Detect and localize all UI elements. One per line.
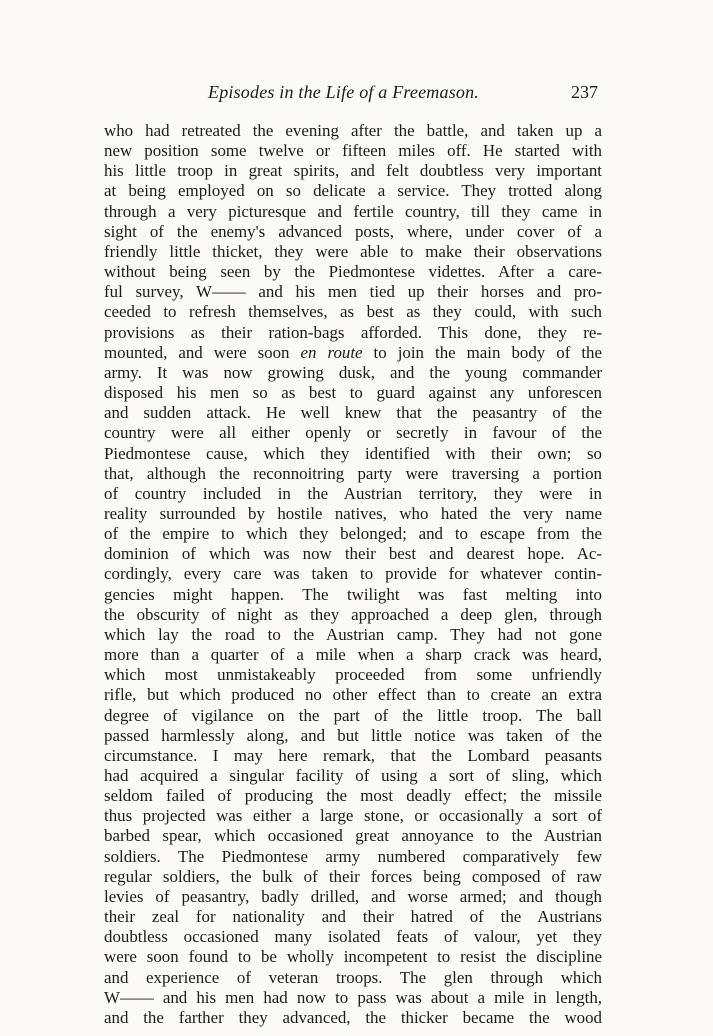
text-line: ful survey, W—— and his men tied up their horses and pro-	[104, 282, 602, 302]
text-line: rifle, but which produced no other effect than to create an extra	[104, 685, 602, 705]
text-line: of country included in the Austrian territory, they were in	[104, 483, 602, 503]
text-line: had acquired a singular facility of using a sort of sling, which	[104, 766, 602, 785]
text-line: seldom failed of producing the most deadly effect; the missile	[104, 786, 602, 806]
text-line: who had retreated the evening after the battle, and taken up a	[104, 121, 602, 140]
text-line: of the empire to which they belonged; and to escape from the	[104, 524, 602, 544]
text-line: ceeded to refresh themselves, as best as they could, with such	[104, 302, 602, 322]
text-line: new position some twelve or fifteen miles off. He started with	[104, 141, 602, 161]
text-line: at being employed on so delicate a service. They trotted along	[104, 181, 602, 201]
text-line: passed harmlessly along, and but little notice was taken of the	[104, 725, 602, 745]
text-line: his little troop in great spirits, and felt doubtless very important	[104, 161, 602, 181]
text-line: without being seen by the Piedmontese videttes. After a care-	[104, 262, 602, 282]
text-line: soldiers. The Piedmontese army numbered comparatively few	[104, 846, 602, 866]
text-line: through a very picturesque and fertile country, till they came in	[104, 201, 602, 221]
text-line: and sudden attack. He well knew that the peasantry of the	[104, 403, 602, 423]
text-line: that, although the reconnoitring party were traversing a portion	[104, 463, 602, 483]
text-line: regular soldiers, the bulk of their forces being composed of raw	[104, 866, 602, 886]
text-line: mounted, and were soon en route to join the main body of the	[104, 342, 602, 362]
text-line: thus projected was either a large stone, or occasionally a sort of	[104, 806, 602, 826]
text-line: doubtless occasioned many isolated feats of valour, yet they	[104, 927, 602, 947]
text-line: cordingly, every care was taken to provide for whatever contin-	[104, 564, 602, 584]
text-line: degree of vigilance on the part of the little troop. The ball	[104, 705, 602, 725]
text-line: levies of peasantry, badly drilled, and worse armed; and though	[104, 886, 602, 906]
text-line: disposed his men so as best to guard against any unforescen	[104, 383, 602, 403]
text-line: friendly little thicket, they were able to make their observations	[104, 241, 602, 261]
text-line: and the farther they advanced, the thicker became the wood	[104, 1007, 602, 1027]
body-text	[104, 121, 602, 1028]
text-line: the obscurity of night as they approached a deep glen, through	[104, 604, 602, 624]
text-line: W—— and his men had now to pass was about a mile in length,	[104, 987, 602, 1007]
text-line: barbed spear, which occasioned great annoyance to the Austrian	[104, 826, 602, 846]
text-line: reality surrounded by hostile natives, who hated the very name	[104, 503, 602, 523]
text-line: dominion of which was now their best and dearest hope. Ac-	[104, 544, 602, 564]
text-line: their zeal for nationality and their hatred of the Austrians	[104, 907, 602, 927]
text-line: gencies might happen. The twilight was fast melting into	[104, 584, 602, 604]
text-line: and experience of veteran troops. The glen through which	[104, 967, 602, 987]
text-line: sight of the enemy's advanced posts, where, under cover of a	[104, 221, 602, 241]
text-line: Piedmontese cause, which they identified with their own; so	[104, 443, 602, 463]
page-number: 237	[571, 82, 598, 102]
running-title: Episodes in the Life of a Freemason.	[208, 82, 480, 102]
text-line: which most unmistakeably proceeded from some unfriendly	[104, 665, 602, 685]
text-line: army. It was now growing dusk, and the young commander	[104, 362, 602, 382]
page-header	[104, 82, 598, 108]
text-line: circumstance. I may here remark, that the Lombard peasants	[104, 745, 602, 765]
text-line: which lay the road to the Austrian camp. They had not gone	[104, 624, 602, 644]
text-line: were soon found to be wholly incompetent to resist the discipline	[104, 947, 602, 967]
text-line: country were all either openly or secretly in favour of the	[104, 423, 602, 443]
text-line: provisions as their ration-bags afforded. This done, they re-	[104, 322, 602, 342]
text-line: more than a quarter of a mile when a sharp crack was heard,	[104, 645, 602, 665]
